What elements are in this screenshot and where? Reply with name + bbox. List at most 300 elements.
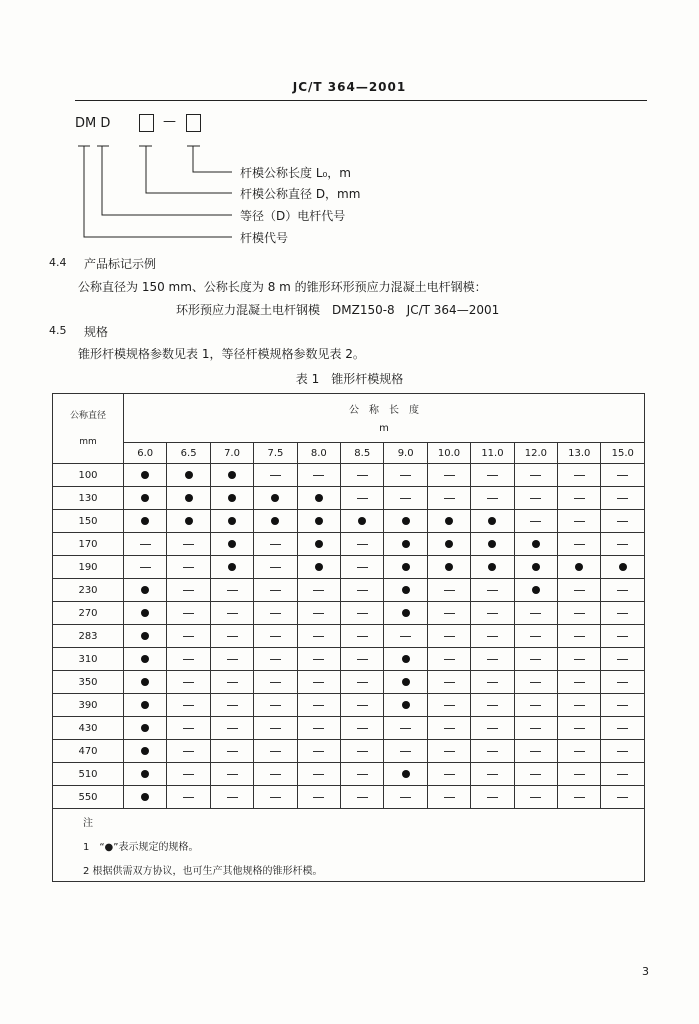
spec-cell-empty bbox=[254, 694, 297, 717]
not-specified-dash bbox=[183, 751, 194, 752]
diameter-cell: 283 bbox=[53, 625, 124, 648]
column-group-line2: m bbox=[379, 423, 389, 434]
spec-cell-specified bbox=[124, 487, 167, 510]
not-specified-dash bbox=[227, 705, 238, 706]
spec-cell-empty bbox=[254, 786, 297, 809]
spec-cell-empty bbox=[210, 763, 253, 786]
note-text: 2 根据供需双方协议，也可生产其他规格的锥形杆模。 bbox=[53, 857, 645, 882]
specified-dot bbox=[402, 609, 410, 617]
spec-cell-specified bbox=[124, 786, 167, 809]
not-specified-dash bbox=[487, 682, 498, 683]
spec-cell-empty bbox=[384, 717, 427, 740]
spec-cell-empty bbox=[341, 694, 384, 717]
page-number: 3 bbox=[642, 965, 649, 978]
spec-cell-empty bbox=[601, 487, 645, 510]
spec-cell-specified bbox=[124, 671, 167, 694]
spec-cell-empty bbox=[341, 717, 384, 740]
not-specified-dash bbox=[313, 590, 324, 591]
not-specified-dash bbox=[617, 774, 628, 775]
spec-cell-empty bbox=[601, 740, 645, 763]
spec-cell-empty bbox=[558, 648, 601, 671]
spec-cell-empty bbox=[471, 464, 514, 487]
spec-cell-empty bbox=[471, 740, 514, 763]
specified-dot bbox=[445, 517, 453, 525]
not-specified-dash bbox=[183, 797, 194, 798]
not-specified-dash bbox=[530, 774, 541, 775]
spec-cell-specified bbox=[210, 487, 253, 510]
spec-cell-empty bbox=[297, 648, 340, 671]
not-specified-dash bbox=[400, 498, 411, 499]
not-specified-dash bbox=[227, 728, 238, 729]
spec-cell-empty bbox=[514, 763, 557, 786]
spec-cell-empty bbox=[210, 579, 253, 602]
spec-cell-empty bbox=[601, 464, 645, 487]
not-specified-dash bbox=[487, 613, 498, 614]
table-row bbox=[53, 648, 645, 671]
label-equal-diameter: 等径（D）电杆代号 bbox=[240, 209, 346, 223]
not-specified-dash bbox=[530, 498, 541, 499]
spec-cell-specified bbox=[124, 464, 167, 487]
not-specified-dash bbox=[487, 705, 498, 706]
specified-dot bbox=[228, 494, 236, 502]
spec-cell-empty bbox=[167, 786, 210, 809]
spec-cell-empty bbox=[427, 786, 470, 809]
spec-cell-empty bbox=[210, 717, 253, 740]
not-specified-dash bbox=[270, 705, 281, 706]
diameter-cell: 100 bbox=[53, 464, 124, 487]
not-specified-dash bbox=[444, 774, 455, 775]
specified-dot bbox=[141, 747, 149, 755]
not-specified-dash bbox=[183, 544, 194, 545]
length-header-cell: 6.5 bbox=[167, 443, 210, 464]
spec-cell-empty bbox=[167, 556, 210, 579]
spec-cell-empty bbox=[471, 694, 514, 717]
spec-cell-empty bbox=[167, 533, 210, 556]
spec-cell-empty bbox=[558, 717, 601, 740]
specified-dot bbox=[358, 517, 366, 525]
spec-cell-empty bbox=[167, 717, 210, 740]
length-header-cell: 15.0 bbox=[601, 443, 645, 464]
not-specified-dash bbox=[270, 475, 281, 476]
not-specified-dash bbox=[574, 728, 585, 729]
spec-cell-empty bbox=[254, 533, 297, 556]
specified-dot bbox=[271, 517, 279, 525]
spec-cell-empty bbox=[210, 671, 253, 694]
not-specified-dash bbox=[574, 521, 585, 522]
specified-dot bbox=[445, 540, 453, 548]
not-specified-dash bbox=[183, 567, 194, 568]
not-specified-dash bbox=[574, 475, 585, 476]
specified-dot bbox=[185, 494, 193, 502]
spec-cell-specified bbox=[514, 579, 557, 602]
not-specified-dash bbox=[444, 498, 455, 499]
not-specified-dash bbox=[357, 475, 368, 476]
spec-cell-empty bbox=[427, 602, 470, 625]
spec-cell-empty bbox=[384, 786, 427, 809]
specified-dot bbox=[141, 586, 149, 594]
not-specified-dash bbox=[530, 521, 541, 522]
spec-cell-empty bbox=[124, 556, 167, 579]
spec-cell-specified bbox=[124, 763, 167, 786]
not-specified-dash bbox=[530, 728, 541, 729]
spec-cell-empty bbox=[427, 487, 470, 510]
length-header-cell: 6.0 bbox=[124, 443, 167, 464]
not-specified-dash bbox=[357, 659, 368, 660]
not-specified-dash bbox=[357, 682, 368, 683]
specified-dot bbox=[228, 517, 236, 525]
not-specified-dash bbox=[487, 797, 498, 798]
spec-cell-empty bbox=[471, 625, 514, 648]
not-specified-dash bbox=[617, 797, 628, 798]
not-specified-dash bbox=[357, 567, 368, 568]
diameter-cell: 310 bbox=[53, 648, 124, 671]
not-specified-dash bbox=[444, 590, 455, 591]
not-specified-dash bbox=[357, 774, 368, 775]
not-specified-dash bbox=[140, 567, 151, 568]
spec-cell-empty bbox=[297, 717, 340, 740]
spec-cell-empty bbox=[558, 533, 601, 556]
row-header-line1: 公称直径 bbox=[69, 410, 106, 421]
length-header-cell: 10.0 bbox=[427, 443, 470, 464]
not-specified-dash bbox=[183, 682, 194, 683]
spec-cell-empty bbox=[471, 487, 514, 510]
table-row bbox=[53, 786, 645, 809]
spec-cell-specified bbox=[124, 510, 167, 533]
not-specified-dash bbox=[487, 751, 498, 752]
not-specified-dash bbox=[444, 705, 455, 706]
spec-cell-empty bbox=[341, 487, 384, 510]
not-specified-dash bbox=[444, 475, 455, 476]
column-group-header bbox=[124, 394, 645, 443]
spec-cell-specified bbox=[297, 556, 340, 579]
row-header bbox=[53, 394, 124, 464]
not-specified-dash bbox=[617, 590, 628, 591]
not-specified-dash bbox=[270, 797, 281, 798]
specified-dot bbox=[488, 517, 496, 525]
specified-dot bbox=[141, 793, 149, 801]
spec-cell-empty bbox=[297, 694, 340, 717]
spec-cell-specified bbox=[384, 556, 427, 579]
diameter-cell: 510 bbox=[53, 763, 124, 786]
not-specified-dash bbox=[487, 728, 498, 729]
specified-dot bbox=[141, 517, 149, 525]
spec-cell-specified bbox=[210, 533, 253, 556]
spec-cell-empty bbox=[254, 763, 297, 786]
not-specified-dash bbox=[444, 659, 455, 660]
spec-cell-empty bbox=[254, 579, 297, 602]
spec-cell-empty bbox=[124, 533, 167, 556]
specified-dot bbox=[141, 632, 149, 640]
diameter-cell: 430 bbox=[53, 717, 124, 740]
length-header-cell: 9.0 bbox=[384, 443, 427, 464]
spec-cell-empty bbox=[514, 602, 557, 625]
length-header-cell: 7.5 bbox=[254, 443, 297, 464]
specified-dot bbox=[315, 494, 323, 502]
spec-cell-empty bbox=[471, 602, 514, 625]
spec-cell-specified bbox=[384, 602, 427, 625]
row-header-line2: mm bbox=[79, 436, 97, 447]
spec-cell-empty bbox=[601, 717, 645, 740]
diameter-cell: 350 bbox=[53, 671, 124, 694]
spec-cell-empty bbox=[514, 786, 557, 809]
note-row bbox=[53, 833, 645, 857]
spec-cell-empty bbox=[210, 694, 253, 717]
specified-dot bbox=[402, 770, 410, 778]
diameter-cell: 270 bbox=[53, 602, 124, 625]
not-specified-dash bbox=[357, 705, 368, 706]
spec-cell-empty bbox=[558, 671, 601, 694]
spec-cell-empty bbox=[427, 694, 470, 717]
not-specified-dash bbox=[487, 636, 498, 637]
not-specified-dash bbox=[313, 751, 324, 752]
specified-dot bbox=[619, 563, 627, 571]
specified-dot bbox=[228, 540, 236, 548]
spec-cell-specified bbox=[210, 510, 253, 533]
spec-cell-empty bbox=[601, 510, 645, 533]
not-specified-dash bbox=[313, 682, 324, 683]
table-row bbox=[53, 763, 645, 786]
not-specified-dash bbox=[183, 659, 194, 660]
spec-cell-specified bbox=[210, 556, 253, 579]
column-group-line1: 公 称 长 度 bbox=[349, 405, 419, 416]
not-specified-dash bbox=[270, 613, 281, 614]
not-specified-dash bbox=[400, 751, 411, 752]
specified-dot bbox=[141, 494, 149, 502]
spec-cell-empty bbox=[297, 671, 340, 694]
spec-cell-specified bbox=[471, 556, 514, 579]
not-specified-dash bbox=[617, 475, 628, 476]
not-specified-dash bbox=[617, 521, 628, 522]
not-specified-dash bbox=[530, 797, 541, 798]
not-specified-dash bbox=[270, 774, 281, 775]
not-specified-dash bbox=[227, 682, 238, 683]
specified-dot bbox=[315, 517, 323, 525]
section-4-5-line1: 锥形杆模规格参数见表 1，等径杆模规格参数见表 2。 bbox=[78, 347, 365, 361]
spec-cell-empty bbox=[297, 579, 340, 602]
specified-dot bbox=[402, 563, 410, 571]
not-specified-dash bbox=[313, 797, 324, 798]
not-specified-dash bbox=[270, 682, 281, 683]
spec-cell-empty bbox=[254, 671, 297, 694]
not-specified-dash bbox=[183, 774, 194, 775]
table-caption: 表 1 锥形杆模规格 bbox=[295, 372, 404, 386]
designation-code: DM D bbox=[75, 116, 111, 131]
table-row bbox=[53, 740, 645, 763]
table-row bbox=[53, 487, 645, 510]
diameter-cell: 130 bbox=[53, 487, 124, 510]
not-specified-dash bbox=[140, 544, 151, 545]
specified-dot bbox=[402, 701, 410, 709]
section-4-4-line2: 环形预应力混凝土电杆钢模 DMZ150-8 JC/T 364—2001 bbox=[176, 303, 500, 317]
specified-dot bbox=[402, 517, 410, 525]
table-row bbox=[53, 671, 645, 694]
spec-cell-empty bbox=[471, 579, 514, 602]
spec-cell-empty bbox=[427, 763, 470, 786]
spec-cell-specified bbox=[254, 487, 297, 510]
not-specified-dash bbox=[574, 751, 585, 752]
length-header-cell: 8.5 bbox=[341, 443, 384, 464]
table-row bbox=[53, 533, 645, 556]
spec-cell-empty bbox=[167, 579, 210, 602]
spec-cell-empty bbox=[297, 763, 340, 786]
spec-cell-specified bbox=[384, 671, 427, 694]
spec-cell-empty bbox=[471, 763, 514, 786]
not-specified-dash bbox=[313, 705, 324, 706]
spec-cell-empty bbox=[297, 740, 340, 763]
spec-cell-empty bbox=[514, 717, 557, 740]
section-4-4-number: 4.4 bbox=[49, 256, 67, 269]
spec-cell-empty bbox=[384, 740, 427, 763]
designation-dash: — bbox=[163, 114, 176, 129]
not-specified-dash bbox=[574, 590, 585, 591]
label-diameter: 杆模公称直径 D，mm bbox=[240, 187, 361, 201]
spec-cell-empty bbox=[601, 602, 645, 625]
standard-header: JC/T 364—2001 bbox=[292, 80, 407, 94]
not-specified-dash bbox=[530, 613, 541, 614]
not-specified-dash bbox=[357, 728, 368, 729]
spec-cell-empty bbox=[341, 625, 384, 648]
note-row bbox=[53, 857, 645, 882]
not-specified-dash bbox=[617, 613, 628, 614]
spec-cell-empty bbox=[558, 510, 601, 533]
spec-cell-empty bbox=[210, 602, 253, 625]
not-specified-dash bbox=[617, 751, 628, 752]
specified-dot bbox=[141, 701, 149, 709]
not-specified-dash bbox=[400, 728, 411, 729]
spec-cell-specified bbox=[427, 556, 470, 579]
diameter-cell: 190 bbox=[53, 556, 124, 579]
not-specified-dash bbox=[270, 751, 281, 752]
spec-cell-empty bbox=[254, 625, 297, 648]
spec-cell-specified bbox=[124, 694, 167, 717]
not-specified-dash bbox=[227, 797, 238, 798]
spec-cell-empty bbox=[427, 671, 470, 694]
not-specified-dash bbox=[444, 728, 455, 729]
spec-cell-empty bbox=[514, 625, 557, 648]
spec-cell-empty bbox=[427, 579, 470, 602]
spec-cell-empty bbox=[601, 694, 645, 717]
not-specified-dash bbox=[357, 636, 368, 637]
spec-cell-empty bbox=[514, 510, 557, 533]
not-specified-dash bbox=[227, 636, 238, 637]
table-row bbox=[53, 694, 645, 717]
not-specified-dash bbox=[574, 659, 585, 660]
specified-dot bbox=[532, 563, 540, 571]
not-specified-dash bbox=[270, 590, 281, 591]
spec-cell-specified bbox=[514, 533, 557, 556]
spec-cell-empty bbox=[427, 464, 470, 487]
spec-cell-empty bbox=[601, 763, 645, 786]
not-specified-dash bbox=[617, 705, 628, 706]
table-row bbox=[53, 510, 645, 533]
spec-cell-empty bbox=[427, 717, 470, 740]
not-specified-dash bbox=[270, 544, 281, 545]
specified-dot bbox=[532, 586, 540, 594]
table-notes bbox=[53, 809, 645, 882]
not-specified-dash bbox=[183, 705, 194, 706]
not-specified-dash bbox=[227, 613, 238, 614]
specified-dot bbox=[141, 678, 149, 686]
length-header-row bbox=[53, 443, 645, 464]
not-specified-dash bbox=[227, 590, 238, 591]
spec-cell-empty bbox=[341, 648, 384, 671]
spec-cell-empty bbox=[384, 464, 427, 487]
table-row bbox=[53, 579, 645, 602]
spec-cell-empty bbox=[210, 786, 253, 809]
spec-cell-empty bbox=[341, 740, 384, 763]
not-specified-dash bbox=[400, 475, 411, 476]
spec-cell-specified bbox=[471, 533, 514, 556]
spec-cell-empty bbox=[427, 625, 470, 648]
not-specified-dash bbox=[357, 590, 368, 591]
not-specified-dash bbox=[574, 797, 585, 798]
table-row bbox=[53, 602, 645, 625]
not-specified-dash bbox=[357, 544, 368, 545]
length-header-cell: 8.0 bbox=[297, 443, 340, 464]
spec-cell-specified bbox=[601, 556, 645, 579]
not-specified-dash bbox=[357, 751, 368, 752]
spec-cell-empty bbox=[558, 602, 601, 625]
spec-cell-empty bbox=[341, 533, 384, 556]
spec-cell-specified bbox=[514, 556, 557, 579]
not-specified-dash bbox=[400, 797, 411, 798]
table-body bbox=[53, 464, 645, 809]
not-specified-dash bbox=[357, 613, 368, 614]
specified-dot bbox=[488, 563, 496, 571]
not-specified-dash bbox=[183, 728, 194, 729]
specified-dot bbox=[488, 540, 496, 548]
spec-cell-specified bbox=[384, 694, 427, 717]
spec-cell-empty bbox=[514, 464, 557, 487]
specified-dot bbox=[228, 563, 236, 571]
spec-cell-empty bbox=[167, 694, 210, 717]
diameter-cell: 150 bbox=[53, 510, 124, 533]
spec-cell-empty bbox=[427, 740, 470, 763]
diameter-cell: 550 bbox=[53, 786, 124, 809]
not-specified-dash bbox=[574, 613, 585, 614]
spec-cell-empty bbox=[254, 556, 297, 579]
spec-cell-empty bbox=[601, 671, 645, 694]
spec-cell-empty bbox=[254, 740, 297, 763]
spec-cell-specified bbox=[384, 533, 427, 556]
not-specified-dash bbox=[270, 728, 281, 729]
not-specified-dash bbox=[530, 705, 541, 706]
spec-cell-empty bbox=[167, 648, 210, 671]
label-mould-code: 杆模代号 bbox=[240, 231, 289, 245]
spec-cell-specified bbox=[384, 579, 427, 602]
specified-dot bbox=[141, 724, 149, 732]
not-specified-dash bbox=[357, 797, 368, 798]
spec-cell-specified bbox=[558, 556, 601, 579]
not-specified-dash bbox=[183, 590, 194, 591]
spec-cell-specified bbox=[124, 579, 167, 602]
not-specified-dash bbox=[617, 636, 628, 637]
specified-dot bbox=[141, 655, 149, 663]
not-specified-dash bbox=[227, 659, 238, 660]
diameter-cell: 390 bbox=[53, 694, 124, 717]
spec-cell-empty bbox=[558, 487, 601, 510]
not-specified-dash bbox=[487, 659, 498, 660]
spec-cell-empty bbox=[558, 464, 601, 487]
table-row bbox=[53, 464, 645, 487]
spec-cell-empty bbox=[384, 487, 427, 510]
diameter-cell: 170 bbox=[53, 533, 124, 556]
not-specified-dash bbox=[313, 728, 324, 729]
not-specified-dash bbox=[487, 475, 498, 476]
spec-cell-specified bbox=[167, 510, 210, 533]
spec-cell-specified bbox=[341, 510, 384, 533]
spec-cell-empty bbox=[601, 579, 645, 602]
